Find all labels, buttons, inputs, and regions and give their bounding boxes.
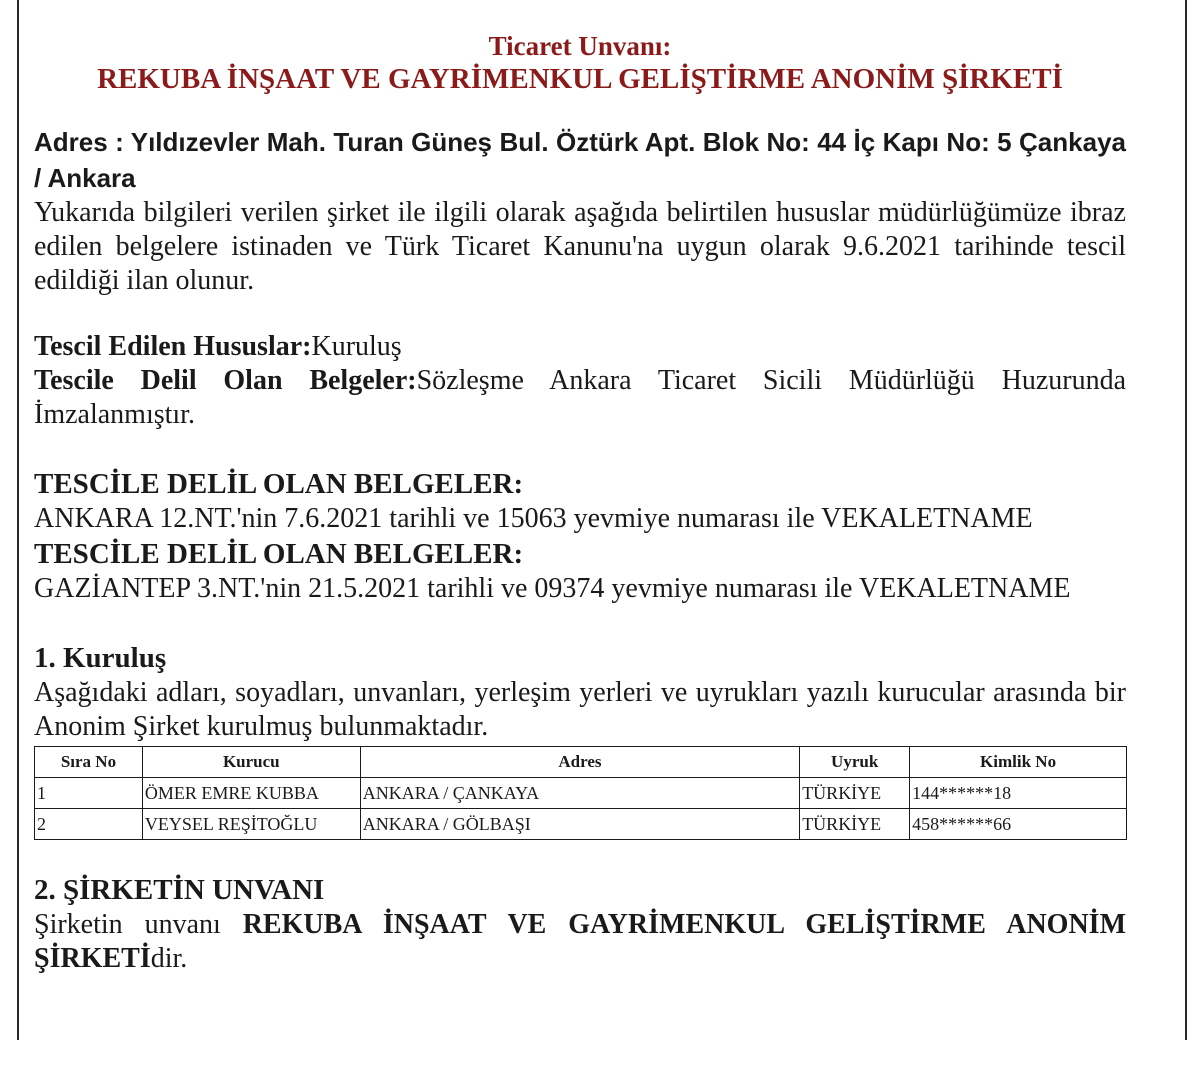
documents-text-2: GAZİANTEP 3.NT.'nin 21.5.2021 tarihli ve 09374 yevmiye numarası ile VEKALETNAME: [34, 573, 1071, 604]
announcement-document: [34, 30, 1126, 976]
section-2-title: 2. ŞİRKETİN UNVANI: [34, 874, 325, 906]
company-address: Adres : Yıldızevler Mah. Turan Güneş Bul. Öztürk Apt. Blok No: 44 İç Kapı No: 5 Çankaya / Ankara: [34, 127, 1126, 193]
right-border-line: [1185, 0, 1187, 1040]
evidence-documents-value: Sözleşme Ankara Ticaret Sicili Müdürlüğü Huzurunda İmzalanmıştır.: [34, 365, 1126, 430]
documents-heading-2: TESCİLE DELİL OLAN BELGELER:: [34, 538, 524, 570]
section-1-text: Aşağıdaki adları, soyadları, unvanları, yerleşim yerleri ve uyrukları yazılı kurucular arasında bir Anonim Şirket kurulmuş bulunmaktadır.: [34, 677, 1126, 742]
cell-uyruk: TÜRKİYE: [800, 809, 910, 840]
cell-adres: ANKARA / GÖLBAŞI: [360, 809, 799, 840]
section-2-suffix: dir.: [150, 943, 188, 974]
section-2-company-name: REKUBA İNŞAAT VE GAYRİMENKUL GELİŞTİRME ANONİM ŞİRKETİ: [34, 909, 1126, 974]
trade-name-label: Ticaret Unvanı:: [488, 31, 672, 61]
cell-kimlik-no: 458******66: [910, 809, 1127, 840]
cell-kimlik-no: 144******18: [910, 778, 1127, 809]
section-2-text: [34, 908, 1126, 976]
founders-table: [34, 746, 1127, 840]
header-kurucu: Kurucu: [142, 747, 360, 778]
header-kimlik-no: Kimlik No: [910, 747, 1127, 778]
cell-sira-no: 1: [35, 778, 143, 809]
registered-matters-label: Tescil Edilen Hususlar:: [34, 331, 312, 362]
cell-uyruk: TÜRKİYE: [800, 778, 910, 809]
cell-adres: ANKARA / ÇANKAYA: [360, 778, 799, 809]
header-uyruk: Uyruk: [800, 747, 910, 778]
documents-text-1: ANKARA 12.NT.'nin 7.6.2021 tarihli ve 15063 yevmiye numarası ile VEKALETNAME: [34, 503, 1033, 534]
evidence-documents-label: Tescile Delil Olan Belgeler:: [34, 365, 417, 396]
section-1-title: 1. Kuruluş: [34, 642, 167, 674]
cell-sira-no: 2: [35, 809, 143, 840]
evidence-documents: [34, 364, 1126, 432]
header-adres: Adres: [360, 747, 799, 778]
header-sira-no: Sıra No: [35, 747, 143, 778]
registered-matters: [34, 330, 1126, 364]
company-trade-name: REKUBA İNŞAAT VE GAYRİMENKUL GELİŞTİRME ANONİM ŞİRKETİ: [97, 63, 1063, 95]
left-border-line: [17, 0, 19, 1040]
table-header-row: [35, 747, 1127, 778]
intro-paragraph: Yukarıda bilgileri verilen şirket ile ilgili olarak aşağıda belirtilen hususlar müdürlüğümüze ibraz edilen belgelere istinaden ve Türk Ticaret Kanunu'na uygun olarak 9.6.2021 tarihinde tescil edildiği ilan olunur.: [34, 197, 1126, 296]
cell-kurucu: ÖMER EMRE KUBBA: [142, 778, 360, 809]
registered-matters-value: Kuruluş: [311, 331, 402, 362]
documents-heading-1: TESCİLE DELİL OLAN BELGELER:: [34, 468, 524, 500]
table-row: [35, 778, 1127, 809]
cell-kurucu: VEYSEL REŞİTOĞLU: [142, 809, 360, 840]
document-header: [34, 30, 1126, 96]
section-2-prefix: Şirketin unvanı: [34, 909, 243, 940]
table-row: [35, 809, 1127, 840]
